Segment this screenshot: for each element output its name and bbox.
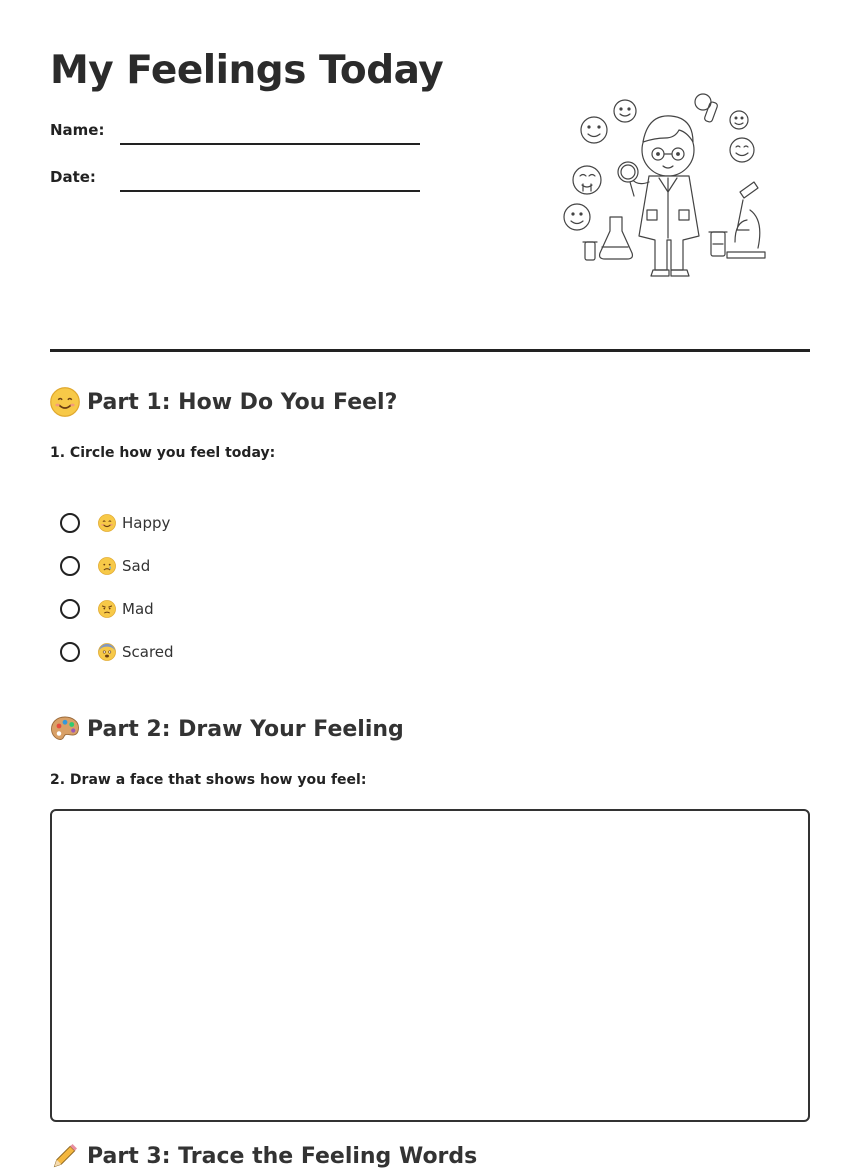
option-label: Scared	[122, 643, 174, 661]
part3-title	[50, 1141, 477, 1171]
part3-title-text: Part 3: Trace the Feeling Words	[87, 1143, 478, 1169]
date-input-line[interactable]	[120, 190, 420, 192]
artist-palette-icon	[50, 714, 80, 744]
pencil-icon	[50, 1141, 80, 1171]
option-mad[interactable]	[60, 596, 154, 622]
date-label: Date:	[50, 168, 96, 186]
smiling-face-icon	[98, 514, 116, 532]
worksheet-title: My Feelings Today	[50, 48, 444, 93]
option-scared[interactable]	[60, 639, 174, 665]
part1-question: 1. Circle how you feel today:	[50, 445, 276, 461]
floating-face-icon	[581, 117, 607, 143]
radio-mad[interactable]	[60, 599, 80, 619]
part2-question: 2. Draw a face that shows how you feel:	[50, 772, 367, 788]
part1-title-text: Part 1: How Do You Feel?	[87, 389, 398, 415]
angry-face-icon	[98, 600, 116, 618]
option-sad[interactable]	[60, 553, 150, 579]
section-divider	[50, 349, 810, 352]
option-happy[interactable]	[60, 510, 170, 536]
option-label: Sad	[122, 557, 151, 575]
radio-sad[interactable]	[60, 556, 80, 576]
fearful-face-icon	[98, 643, 116, 661]
radio-scared[interactable]	[60, 642, 80, 662]
radio-happy[interactable]	[60, 513, 80, 533]
drawing-area[interactable]	[50, 809, 810, 1122]
option-label: Mad	[122, 600, 154, 618]
name-input-line[interactable]	[120, 143, 420, 145]
name-label: Name:	[50, 121, 105, 139]
option-label: Happy	[122, 514, 171, 532]
kid-scientist-illustration	[555, 92, 775, 292]
part1-title	[50, 387, 397, 417]
smiling-face-icon	[50, 387, 80, 417]
crying-face-icon	[98, 557, 116, 575]
part2-title-text: Part 2: Draw Your Feeling	[87, 716, 404, 742]
part2-title	[50, 714, 404, 744]
